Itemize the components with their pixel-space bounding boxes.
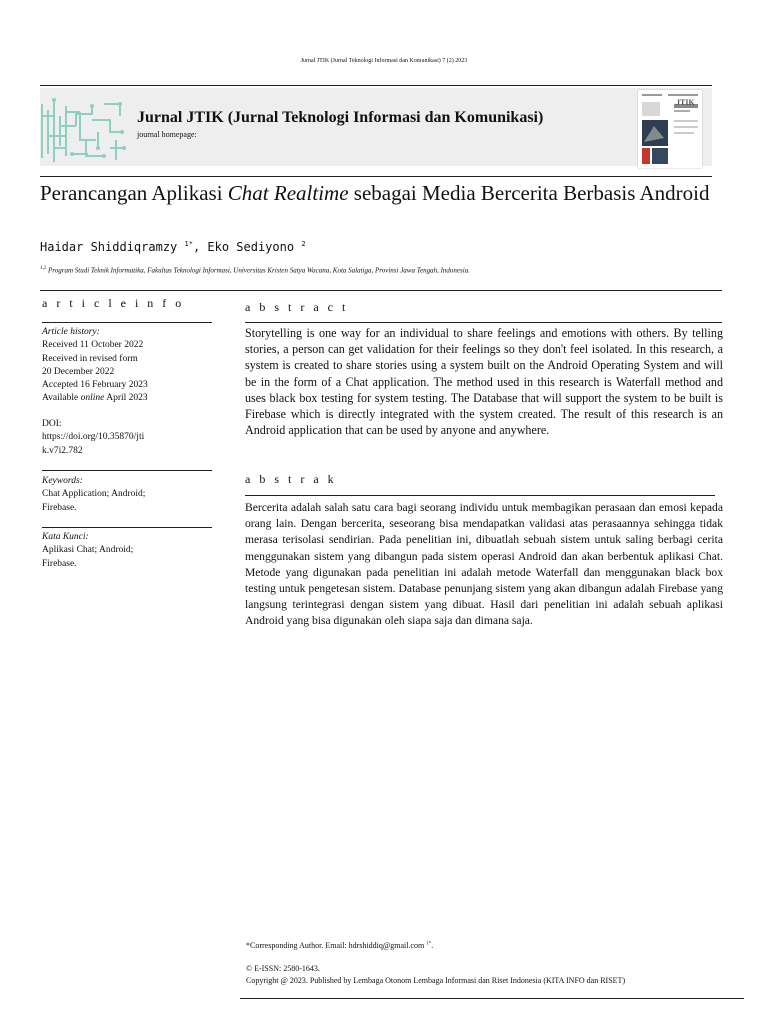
- cover-journal-name: JTIK: [676, 98, 695, 107]
- keywords-block: [42, 475, 218, 515]
- article-history: [42, 326, 218, 406]
- keywords-line-1: Chat Application; Android;: [42, 489, 146, 500]
- abstrak-text: Bercerita adalah salah satu cara bagi seorang individu untuk membagikan perasaan dan emosi kepada orang lain. Dengan bercerita, seseorang bisa mendapatkan validasi atas perasaannya sehingga tidak merasa terisolasi sendirian. Pada penelitian ini, dibuatlah sebuah sistem untuk saling berbagi cerita menggunakan sistem yang dibangun pada sistem operasi Android dan akan berbentuk aplikasi Chat. Metode yang digunakan pada penelitian ini adalah metode Waterfall dan menggunakan black box testing untuk pengetesan sistem. Database penunjang sistem yang akan dibangun adalah Firebase yang langsung terintegrasi dengan sistem yang dibuat. Hasil dari penelitian ini adalah sebuah aplikasi Android yang bisa digunakan oleh siapa saja dan dimana saja.: [245, 501, 723, 628]
- journal-title: Jurnal JTIK (Jurnal Teknologi Informasi dan Komunikasi): [137, 109, 544, 126]
- author-2: , Eko Sediyono: [192, 240, 302, 254]
- journal-banner: [40, 88, 712, 166]
- header-bottom-rule: [40, 176, 712, 177]
- keywords-under-rule: [42, 527, 212, 528]
- available-date: Available online April 2023: [42, 393, 148, 404]
- doi-link-cont[interactable]: k.v7i2.782: [42, 445, 83, 456]
- footer-bottom-rule: [240, 998, 744, 999]
- author-1: Haidar Shiddiqramzy: [40, 240, 185, 254]
- copyright: Copyright @ 2023. Published by Lembaga Otonom Lembaga Informasi dan Riset Indonesia (KITA INFO dan RISET): [246, 976, 626, 985]
- circuit-logo-icon: [36, 96, 128, 166]
- header-top-rule: [40, 85, 712, 86]
- info-under-rule: [42, 322, 212, 323]
- journal-homepage-label: journal homepage:: [137, 130, 197, 139]
- abstrak-heading: a b s t r a k: [245, 472, 337, 486]
- article-info-heading: a r t i c l e i n f o: [42, 296, 185, 310]
- journal-cover-thumbnail: [638, 90, 702, 168]
- issn: © E-ISSN: 2580-1643.: [246, 964, 320, 973]
- kata-kunci-block: [42, 531, 218, 571]
- abstract-text: Storytelling is one way for an individual to share feelings and emotions with others. By telling stories, a person can get validation for their feelings so they don't feel isolated. In this research, a system is created to share stories using a system built on the Android Operating System and will be in the form of a Chat application. The method used in this research is Waterfall method and uses black box testing for system testing. The Database that will support the system to be built is Firebase which is directly integrated with the system created. The result of this research is an Android application that can be used by anyone and anywhere.: [245, 326, 723, 438]
- affiliation: $^{1,2}$ Program Studi Teknik Informatika, Fakultas Teknologi Informasi, Universitas Kristen Satya Wacana, Kota Salatiga, Provinsi Jawa Tengah, Indonesia.: [40, 266, 470, 275]
- doi-link[interactable]: https://doi.org/10.35870/jti: [42, 432, 145, 443]
- info-top-rule: [40, 290, 722, 291]
- abstrak-under-rule: [245, 495, 715, 496]
- keywords-line-2: Firebase.: [42, 502, 77, 513]
- abstract-under-rule: [245, 322, 722, 323]
- revised-label: Received in revised form: [42, 353, 138, 364]
- keywords-label: Keywords:: [42, 476, 83, 486]
- doi-label: DOI:: [42, 419, 62, 429]
- history-under-rule: [42, 470, 212, 471]
- received-date: Received 11 October 2022: [42, 340, 144, 351]
- paper-title: Perancangan Aplikasi Chat Realtime sebagai Media Bercerita Berbasis Android: [40, 181, 710, 205]
- kata-kunci-label: Kata Kunci:: [42, 532, 89, 542]
- corresponding-author: *Corresponding Author. Email: hdrshiddiq@gmail.com $^{1*}$.: [246, 941, 434, 950]
- revised-date: 20 December 2022: [42, 366, 115, 377]
- abstract-heading: a b s t r a c t: [245, 300, 349, 314]
- history-label: Article history:: [42, 327, 100, 337]
- running-head: Jurnal JTIK (Jurnal Teknologi Informasi dan Komunikasi) 7 (2) 2023: [300, 58, 468, 64]
- doi-block: [42, 418, 218, 458]
- author-line: Haidar Shiddiqramzy $^{1*}$, Eko Sediyono $^2$: [40, 240, 306, 254]
- paper-title-italic: Chat Realtime: [227, 181, 349, 205]
- kata-kunci-line-2: Firebase.: [42, 558, 77, 569]
- accepted-date: Accepted 16 February 2023: [42, 380, 148, 391]
- kata-kunci-line-1: Aplikasi Chat; Android;: [42, 545, 134, 556]
